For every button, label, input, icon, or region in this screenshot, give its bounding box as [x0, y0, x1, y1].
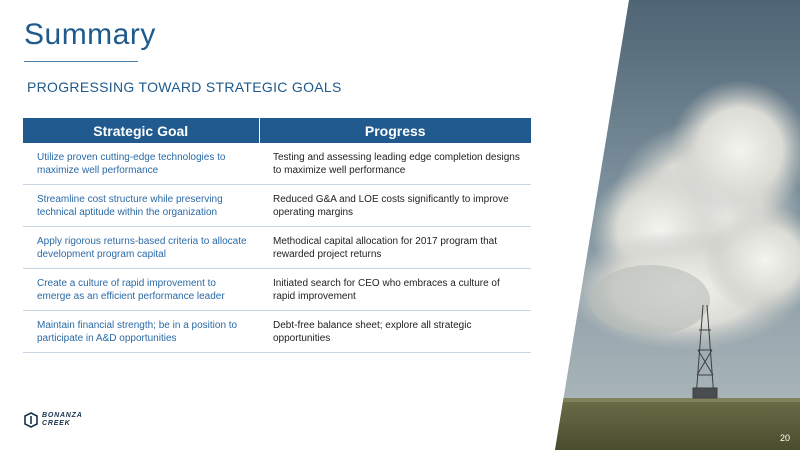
company-logo: [24, 412, 83, 428]
goal-cell: Apply rigorous returns-based criteria to allocate development program capital: [23, 227, 259, 269]
goal-cell: Create a culture of rapid improvement to emerge as an efficient performance leader: [23, 269, 259, 311]
strategic-goals-table: [23, 118, 531, 353]
table-row: [23, 143, 531, 185]
progress-cell: Reduced G&A and LOE costs significantly to improve operating margins: [259, 185, 531, 227]
drilling-rig-cloud-photo: [555, 0, 800, 450]
bonanza-creek-logo-icon: [24, 412, 38, 428]
goal-cell: Streamline cost structure while preserving technical aptitude within the organization: [23, 185, 259, 227]
table-row: [23, 227, 531, 269]
table-row: [23, 311, 531, 353]
goal-cell: Maintain financial strength; be in a position to participate in A&D opportunities: [23, 311, 259, 353]
goal-cell: Utilize proven cutting-edge technologies to maximize well performance: [23, 143, 259, 185]
title-underline: [24, 61, 138, 62]
progress-cell: Debt-free balance sheet; explore all strategic opportunities: [259, 311, 531, 353]
slide-title: Summary: [24, 18, 156, 51]
logo-line-2: CREEK: [42, 420, 71, 427]
progress-cell: Testing and assessing leading edge completion designs to maximize well performance: [259, 143, 531, 185]
slide-subtitle: PROGRESSING TOWARD STRATEGIC GOALS: [27, 79, 342, 95]
table-row: [23, 269, 531, 311]
table-header-row: [23, 118, 531, 143]
logo-line-1: BONANZA: [42, 412, 83, 419]
header-progress: Progress: [259, 118, 531, 143]
progress-cell: Initiated search for CEO who embraces a culture of rapid improvement: [259, 269, 531, 311]
page-number: 20: [779, 433, 790, 443]
header-strategic-goal: Strategic Goal: [23, 118, 259, 143]
table-row: [23, 185, 531, 227]
progress-cell: Methodical capital allocation for 2017 program that rewarded project returns: [259, 227, 531, 269]
